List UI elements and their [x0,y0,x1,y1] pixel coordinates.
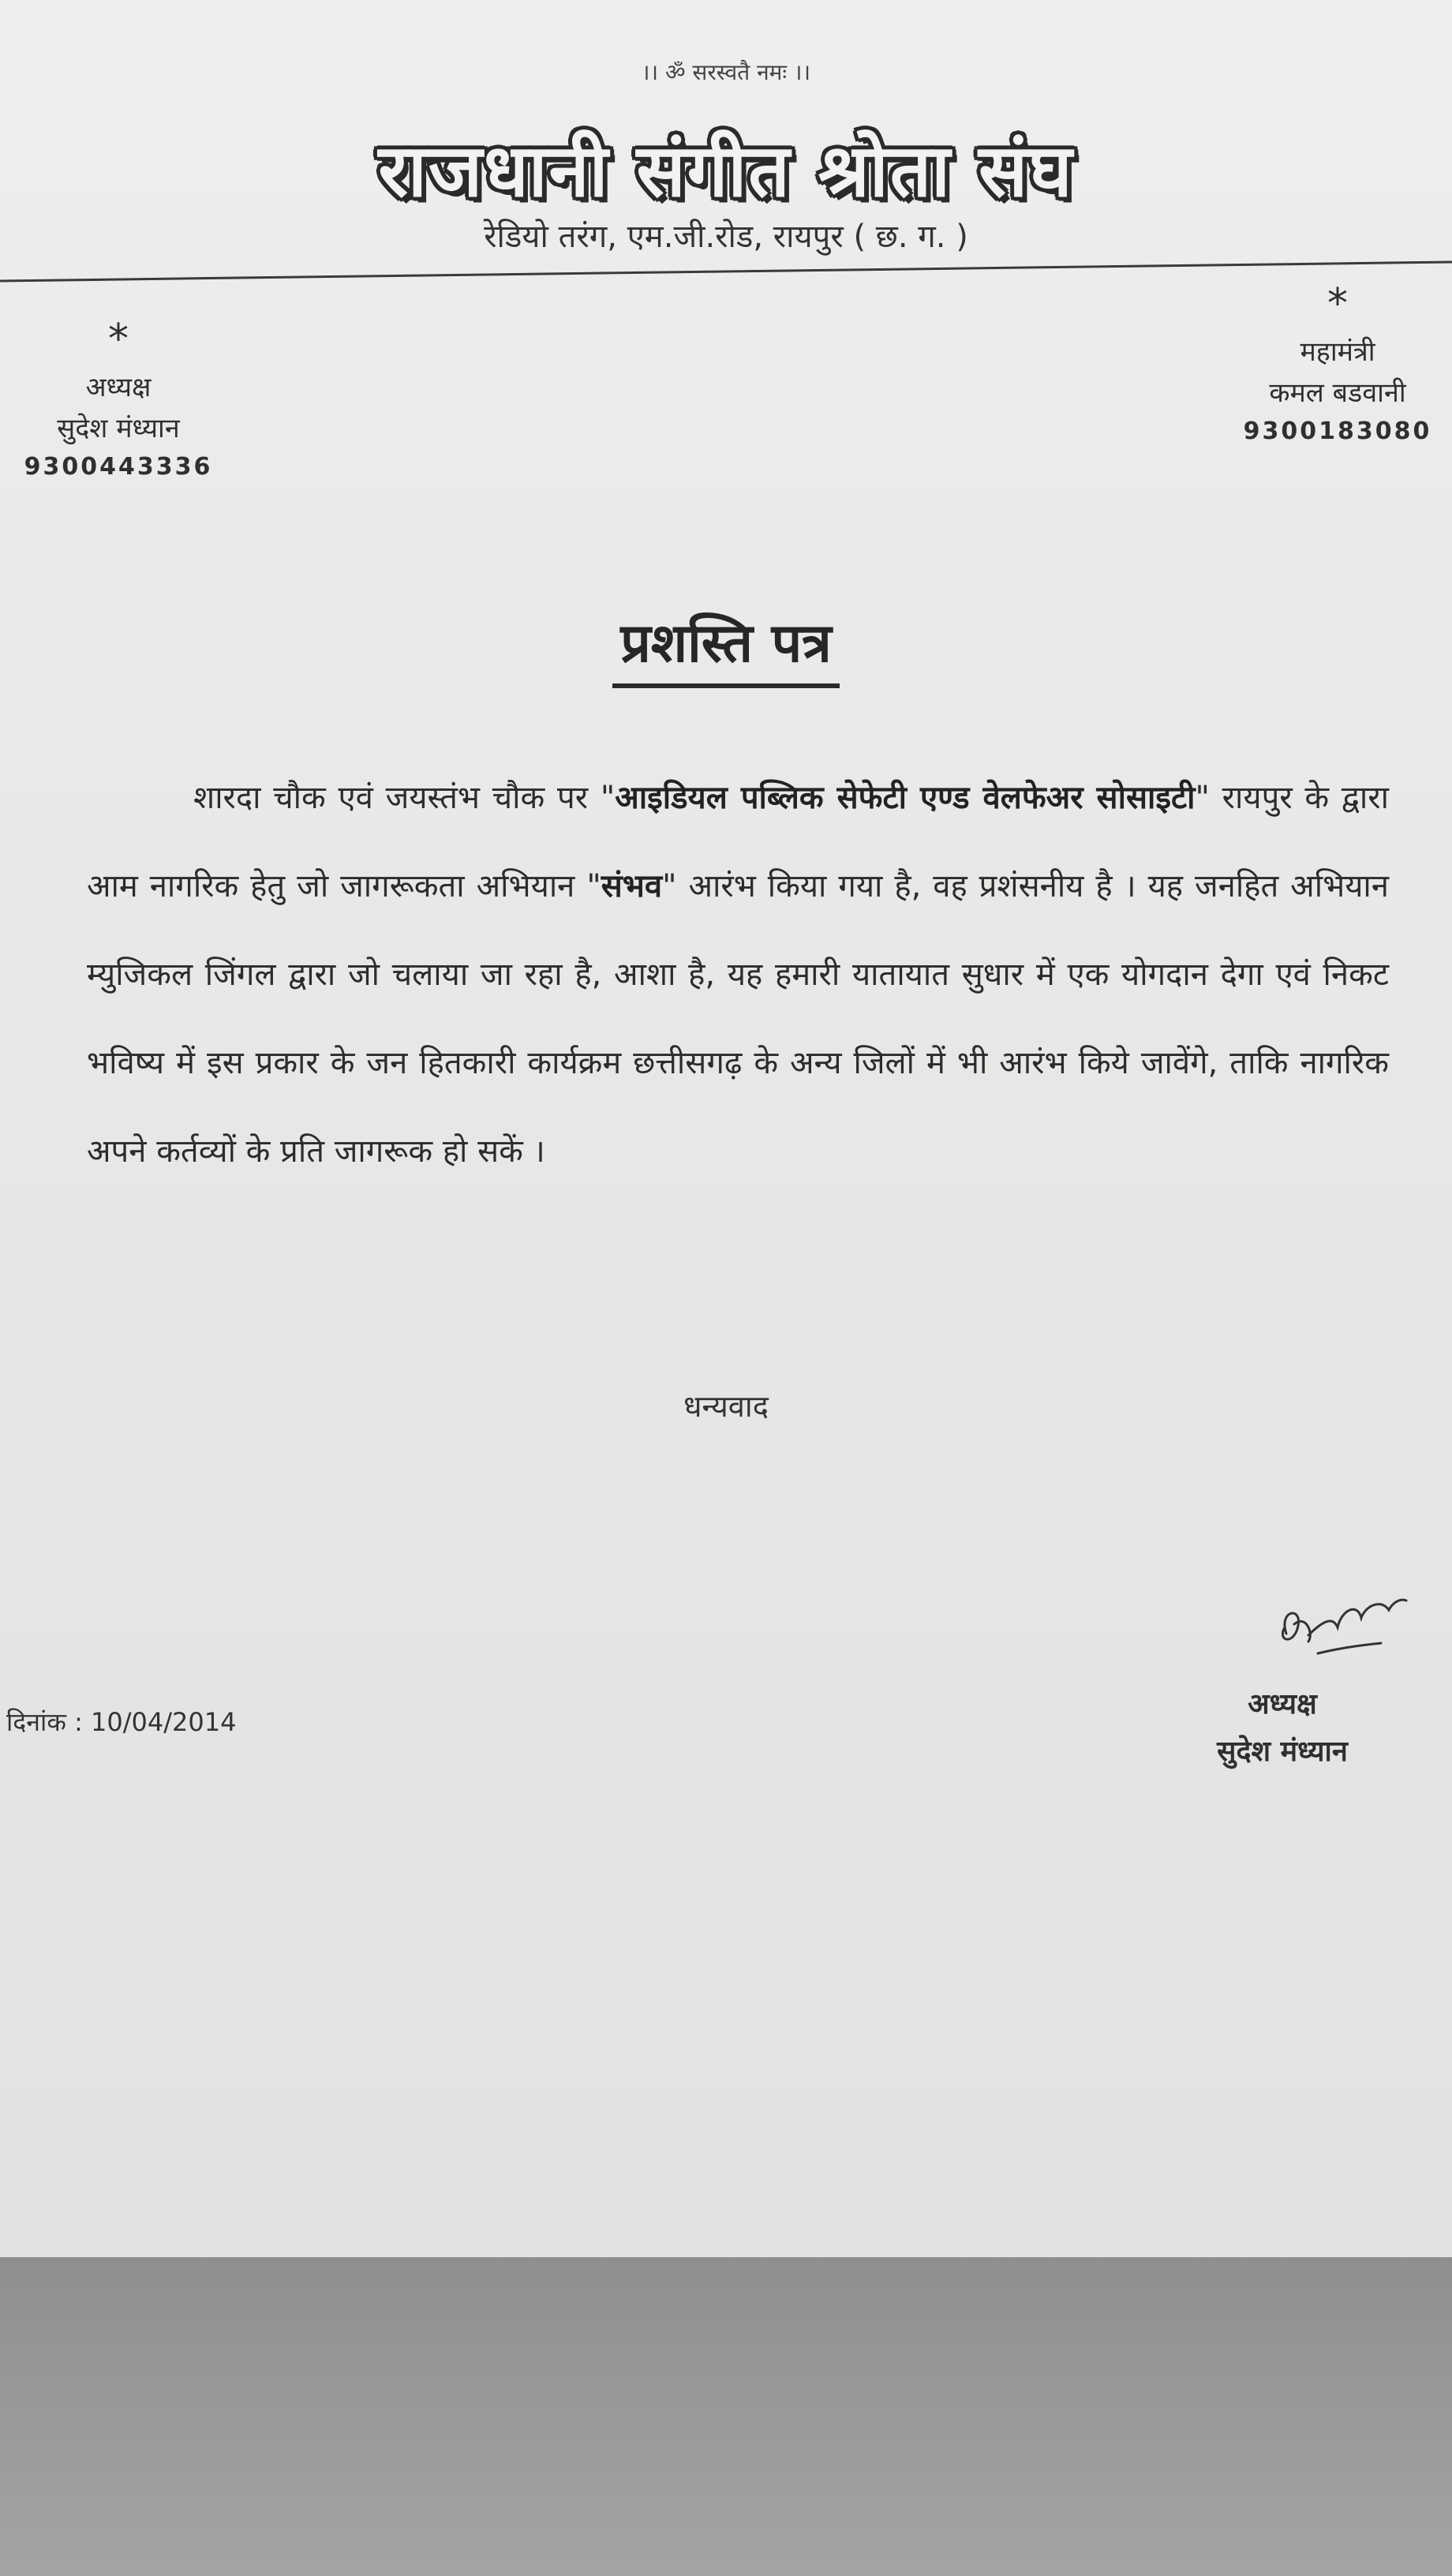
body-text-part-1: शारदा चौक एवं जयस्तंभ चौक पर " [193,780,616,816]
letter-date: दिनांक : 10/04/2014 [6,1707,237,1737]
background-surface [0,2257,1452,2576]
body-text-part-2: " रायपुर के द्वारा आम नागरिक हेतु जो जागरूकता अभियान " [87,780,1389,904]
header-divider [0,260,1452,283]
signatory-block [1136,1681,1428,1776]
asterisk-icon: * [1327,280,1348,328]
closing-thanks: धन्यवाद [683,1389,769,1424]
signatory-title: अध्यक्ष [1248,1688,1317,1720]
president-block [16,316,221,481]
organization-name: राजधानी संगीत श्रोता संघ [378,129,1074,213]
organization-address: रेडियो तरंग, एम.जी.रोड, रायपुर ( छ. ग. ) [484,219,968,255]
general-secretary-phone: 9300183080 [1243,417,1432,445]
organization-mention: आइडियल पब्लिक सेफेटी एण्ड वेलफेअर सोसाइटी [615,780,1196,816]
signatory-name: सुदेश मंध्यान [1217,1735,1348,1768]
campaign-name: संभव [601,868,663,904]
certificate-body [87,754,1389,1196]
asterisk-icon: * [108,316,129,363]
president-name: सुदेश मंध्यान [57,413,180,444]
general-secretary-block [1231,280,1444,445]
invocation-line: ।। ॐ सरस्वतै नमः ।। [641,59,811,85]
certificate-heading: प्रशस्ति पत्र [0,604,1452,688]
general-secretary-name: कमल बडवानी [1269,377,1406,409]
president-phone: 9300443336 [24,453,213,481]
general-secretary-title: महामंत्री [1300,336,1375,368]
handwritten-signature [1270,1578,1413,1665]
body-text-part-3: " आरंभ किया गया है, वह प्रशंसनीय है । यह जनहित अभियान म्युजिकल जिंगल द्वारा जो चलाया जा रहा है, आशा है, यह हमारी यातायात सुधार में एक योगदान देगा एवं निकट भविष्य में इस प्रकार के जन हितकारी कार्यक्रम छत्तीसगढ़ के अन्य जिलों में भी आरंभ किये जावेंगे, ताकि नागरिक अपने कर्तव्यों के प्रति जागरूक हो सकें । [87,868,1389,1170]
president-title: अध्यक्ष [85,372,152,403]
